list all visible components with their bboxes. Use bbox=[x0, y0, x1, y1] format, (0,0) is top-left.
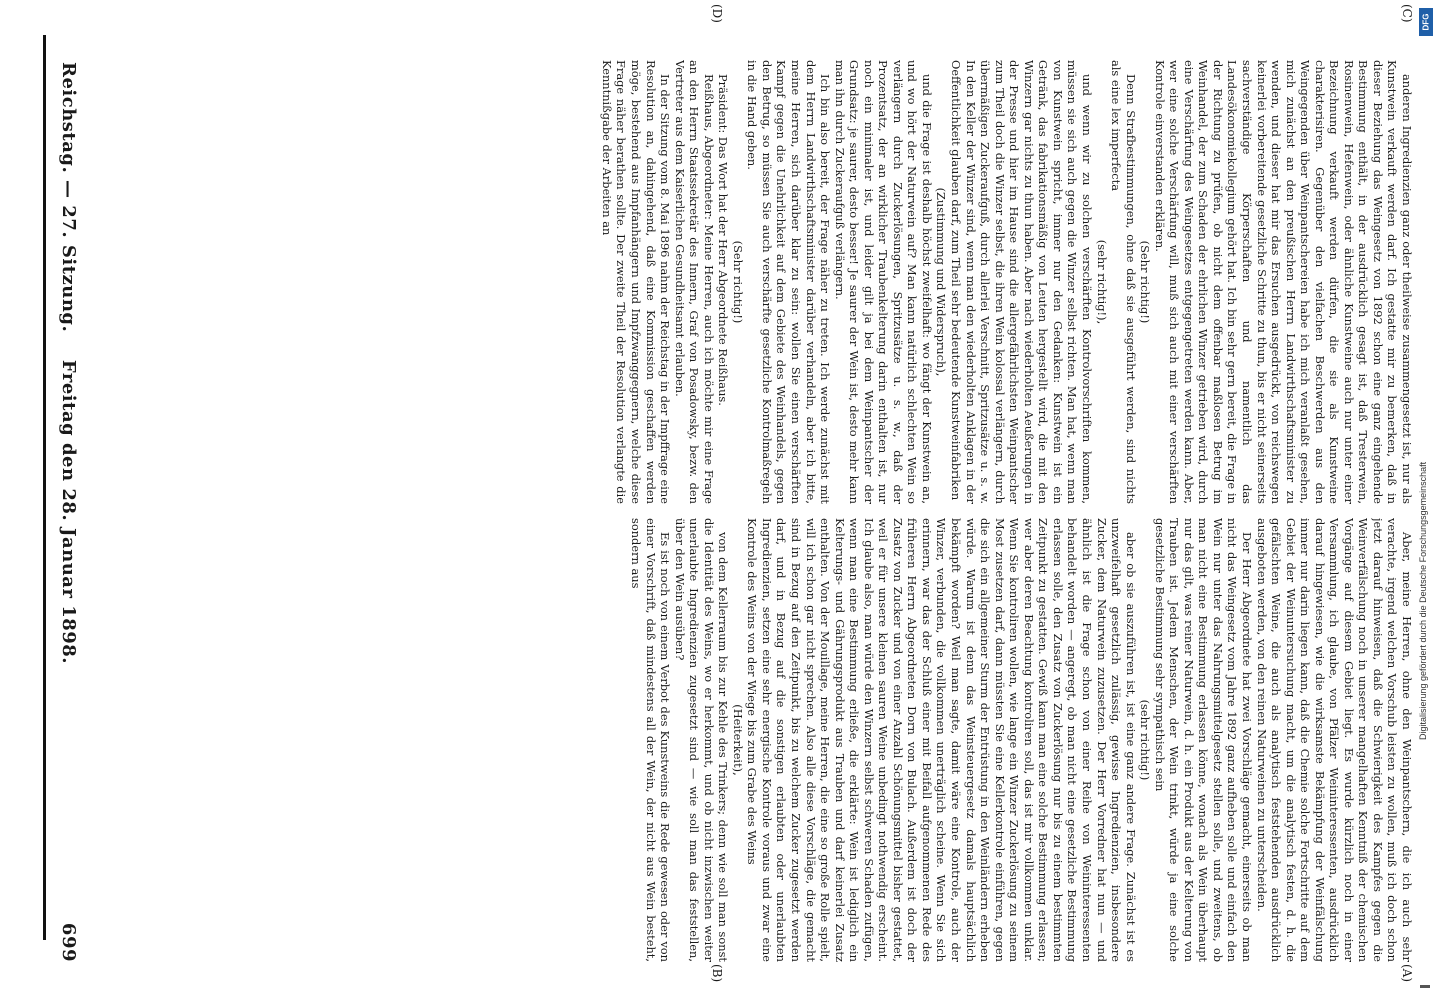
interjection: (Sehr richtig!) bbox=[1138, 240, 1153, 324]
paragraph: Denn Strafbestimmungen, ohne daß sie ausgeführt werden, sind nichts als eine lex imperfecta bbox=[1109, 60, 1138, 504]
header-date: Freitag den 28. Januar 1898. bbox=[58, 359, 79, 665]
header-left: Reichstag. — 27. Sitzung. bbox=[58, 62, 79, 333]
scan-edge-mark bbox=[1420, 985, 1430, 988]
dfg-logo: DFG bbox=[1419, 8, 1433, 36]
paragraph: und die Frage ist deshalb höchst zweifelhaft: wo fängt der Kunstwein an, und wo hört der Naturwein auf? Man kann natürlich schlechten Wein so verlängern durch Zuckerlösungen, Spritzusätze u. s. w., daß der Prozentsatz, der an wirklicher Traubenkelterung darin enthalten ist, nur noch ein minimaler ist, und leider gilt ja bei dem Weinpantscher der Grundsatz: je saurer, desto besser! Je saurer der Wein ist, desto mehr kann man ihn durch Zuckeraufguß verlängern. bbox=[832, 60, 934, 504]
page-number: 699 bbox=[58, 922, 79, 962]
margin-marker-d: (D) bbox=[710, 4, 724, 23]
paragraph: Es ist noch von einem Verbot des Kunstweins die Rede gewesen oder von einer Vorschrift, daß mindestens all der Wein, der nicht aus Wein besteht, sondern aus bbox=[629, 518, 673, 962]
interjection: (Zustimmung und Widerspruch), bbox=[934, 187, 949, 377]
margin-marker-b: (B) bbox=[710, 964, 724, 983]
paragraph: anderen Ingredienzien ganz oder theilweise zusammengesetzt ist, nur als Kunstwein verkauft werden darf. Ich gestatte mir zu bemerken, daß in dieser Beziehung das Weingesetz von 1892 schon eine ganz eingehende Bestimmung enthält, in der ausdrücklich gesagt ist, daß Tresterwein, Rosinenwein, Hefenwein, oder ähnliche Kunstweine auch nur unter einer Bezeichnung verkauft werden dürfen, die sie als Kunstweine charakterisiren. Gegenüber den vielfachen Beschwerden aus den Weingegenden über Weinpantschereien habe ich mich veranlaßt gesehen, mich zunächst an den preußischen Herrn Landwirthschaftsminister zu wenden, und dieser hat mir das Ersuchen ausgedrückt, von reichswegen keinerlei vorbereitende gesetzliche Schritte zu thun, bis er nicht seinerseits sachverständige Körperschaften und namentlich das Landesökonomiekollegium gehört hat. Ich bin sehr gern bereit, die Frage in der Richtung zu prüfen, ob nicht dem offenbar maßlosen Betrug im Weinhandel, der zum Schaden der ehrlichen Winzer getrieben wird, durch eine Verschärfung des Weingesetzes entgegengetreten werden kann. Aber, wer eine solche Verschärfung will, muß sich auch mit einer verschärften Kontrole einverstanden erklären. bbox=[1152, 60, 1414, 504]
paragraph: Ich bin also bereit, der Frage näher zu treten. Ich werde zunächst mit dem Herrn Landwirthschaftsminister darüber verhandeln, aber ich bitte, meine Herren, sich darüber klar zu sein: wollen Sie einen verschärften Kampf gegen die Unehrlichkeit auf dem Gebiete des Weinhandels, gegen den Betrug, so müssen Sie auch verschärfte gesetzliche Kontrolmaßregeln in die Hand geben. bbox=[745, 60, 833, 504]
paragraph-president: Präsident: Das Wort hat der Herr Abgeordnete Reißhaus. bbox=[716, 74, 731, 406]
paragraph: In der Sitzung vom 8. Mai 1896 nahm der Reichstag in der Impffrage eine Resolution an, dahingehend, daß eine Kommission geschaffen werden möge, bestehend aus Impfanhängern und Impfzwanggegnern, welche diese Frage näher berathen sollte. Der zweite Theil der Resolution verlangte die Kenntnißgabe der Arbeiten an bbox=[599, 60, 673, 504]
interjection: (sehr richtig!), bbox=[1094, 239, 1109, 325]
header-rule bbox=[43, 35, 46, 940]
digitization-credit: Digitalisierung gefördert durch die Deutsche Forschungsgemeinschaft bbox=[1418, 461, 1428, 740]
margin-marker-a: (A) bbox=[1400, 964, 1414, 983]
paragraph: Aber, meine Herren, ohne den Weinpantschern, die ich auch sehr verachte, irgend welchen Vorschub leisten zu wollen, muß ich doch schon jetzt darauf hinweisen, daß die Schwierigkeit des Kampfes gegen die Weinverfälschung noch in unserer mangelhaften Kenntniß der chemischen Vorgänge auf diesem Gebiet liegt. Es wurde kürzlich noch in einer Versammlung, ich glaube, von Pfälzer Weininteressenten, ausdrücklich darauf hingewiesen, wie die wirksamste Bekämpfung der Weinfälschung immer nur darin liegen kann, daß die Chemie solche Fortschritte auf dem Gebiet der Weinuntersuchung macht, um die analytisch festen, d. h. die gefälschten Weine, die auch als analytisch feststehenden ausdrücklich ausgeboten werden, von den reinen Naturweinen zu unterscheiden. bbox=[1254, 518, 1414, 962]
paragraph: und wenn wir zu solchen verschärften Kontrolvorschriften kommen, müssen sie sich auch gegen die Winzer selbst richten. Man hat, wenn man von Kunstwein spricht, immer nur den Gedanken: Kunstwein ist ein Getränk, das fabrikationsmäßig von Leuten hergestellt wird, die mit den Winzern gar nichts zu thun haben. Aber nach wiederholten Aeußerungen in der Presse und hier im Hause sind die allergefährlichsten Weinpantscher zum Theil doch die Winzer selbst, die ihren Wein kolossal verlängern, durch übermäßigen Zuckeraufguß, durch allerlei Verschnitt, Spritzusätze u. s. w. In den Keller der Winzer sind, wenn man den wiederholten Anklagen in der Oeffentlichkeit glauben darf, zum Theil sehr bedeutende Kunstweinfabriken bbox=[949, 60, 1094, 504]
interjection: (Sehr richtig!) bbox=[730, 240, 745, 324]
margin-marker-c: (C) bbox=[1400, 4, 1414, 23]
column-right bbox=[84, 60, 1414, 504]
paragraph: von dem Kellerraum bis zur Kehle des Trinkers; denn wie soll man sonst die Identität des Weins, wo er herkommt, und ob nicht inzwischen weiter unerlaubte Ingredienzien zugesetzt sind — wie soll man das feststellen, über den Wein ausüben? bbox=[672, 518, 731, 962]
paragraph: aber ob sie auszuführen ist, ist eine ganz andere Frage. Zunächst ist es unzweifelhaft gesetzlich zulässig, gewisse Ingredienzien, insbesondere Zucker, dem Naturwein zuzusetzen. Der Herr Vorredner hat nun — und ähnlich ist die Frage schon von einer Reihe von Weininteressenten behandelt worden — angeregt, ob man nicht eine gesetzliche Bestimmung erlassen solle, den Zusatz von Zuckerlösung nur bis zu einem bestimmten Zeitpunkt zu gestatten. Gewiß kann man eine solche Bestimmung erlassen; wer aber deren Beachtung kontroliren soll, das ist mir vollkommen unklar. Wenn Sie kontroliren wollen, wie lange ein Winzer Zuckerlösung zu seinem Most zusetzen darf, dann müssten Sie eine Kellerkontrole einführen, gegen die sich ein allgemeiner Sturm der Entrüstung in den Weinländern erheben würde. Warum ist denn das Weinsteuergesetz damals hauptsächlich bekämpft worden? Weil man sagte, damit wäre eine Kontrole, auch der Winzer, verbunden, die vollkommen unerträglich scheine. Wenn Sie sich erinnern, war das der Schluß einer mit Beifall aufgenommenen Rede des früheren Herrn Abgeordneten Dorn von Bulach. Außerdem ist doch der Zusatz von Zucker und von einer Anzahl Schönungsmittel bisher gestattet, weil er für unsere kleinen sauren Weine unbedingt nothwendig erscheint. Ich glaube also, man würde den Winzern selbst schweren Schaden zufügen, wenn man eine Bestimmung erließe, die erklärte: Wein ist lediglich ein Kelterungs- und Gährungsprodukt aus Trauben und darf keinerlei Zusatz enthalten. Von der Mouillage, meine Herren, die eine so große Rolle spielt, will ich schon gar nicht sprechen. Also alle diese Vorschläge, die gemacht sind in Bezug auf den Zeitpunkt, bis zu welchem Zucker zugesetzt werden darf, und in Bezug auf die sonstigen erlaubten oder unerlaubten Ingredienzien, setzen eine sehr energische Kontrole voraus und zwar eine Kontrole des Weins von der Wiege bis zum Grabe des Weins bbox=[745, 518, 1138, 962]
interjection: (Heiterkeit), bbox=[730, 704, 745, 776]
paragraph: Der Herr Abgeordnete hat zwei Vorschläge gemacht, einerseits ob man nicht das Weingesetz vom Jahre 1892 ganz aufheben solle und einfach den Wein nur unter das Nahrungsmittelgesetz stellen solle, und zweitens, ob man nicht eine Bestimmung erlassen könne, wonach als Wein überhaupt nur das gilt, was reiner Naturwein, d. h. ein Produkt aus der Kelterung von Trauben ist. Jedem Menschen, der Wein trinkt, würde ja eine solche gesetzliche Bestimmung sehr sympathisch sein bbox=[1152, 518, 1254, 962]
column-left bbox=[84, 518, 1414, 962]
page-header bbox=[51, 62, 79, 962]
interjection: (sehr richtig!) bbox=[1138, 699, 1153, 781]
paragraph-speaker: Reißhaus, Abgeordneter: Meine Herren, auch ich möchte mir eine Frage an den Herrn Staatssekretär des Innern, Graf von Posadowsky, bezw. den Vertreter aus dem Kaiserlichen Gesundheitsamt erlauben. bbox=[672, 60, 716, 504]
